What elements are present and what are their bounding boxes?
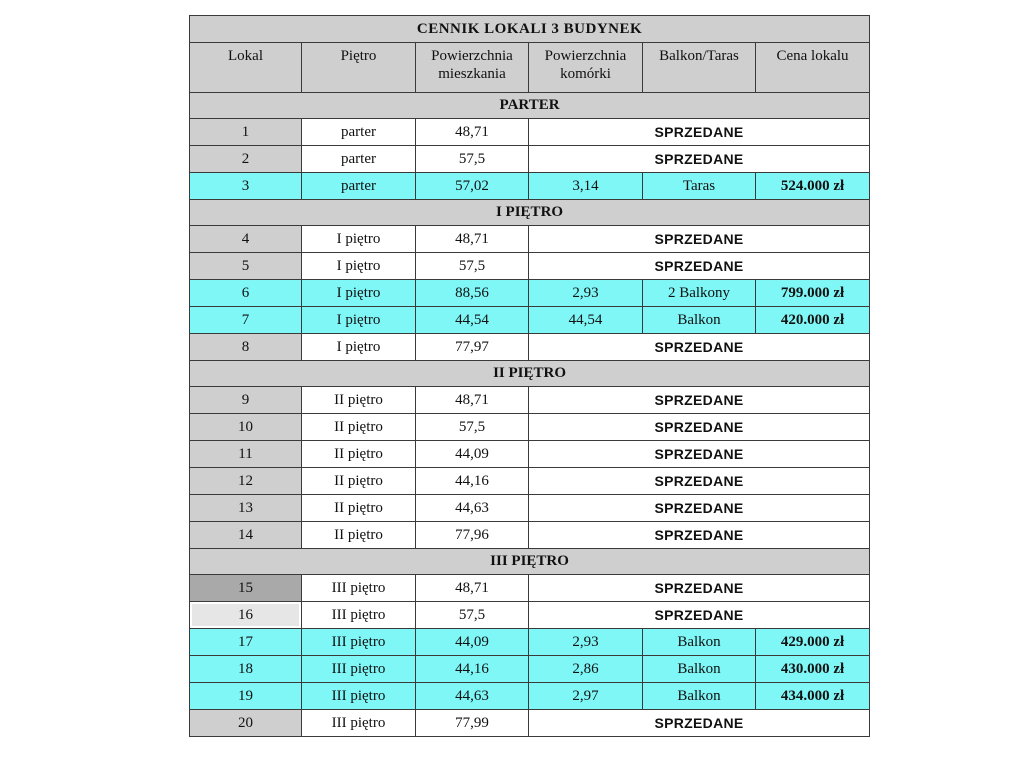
cell-pow-mieszkania[interactable]: 57,5 bbox=[416, 602, 529, 629]
table-row[interactable] bbox=[190, 119, 870, 146]
header-pow-komorki-line1: Powierzchnia bbox=[544, 48, 627, 64]
cell-cena[interactable]: 434.000 zł bbox=[756, 683, 870, 710]
cell-lokal[interactable]: 11 bbox=[190, 441, 302, 468]
cell-pietro[interactable]: III piętro bbox=[302, 683, 416, 710]
table-row[interactable] bbox=[190, 387, 870, 414]
table-row[interactable] bbox=[190, 468, 870, 495]
cell-lokal[interactable]: 16 bbox=[190, 602, 302, 629]
cell-lokal[interactable]: 13 bbox=[190, 495, 302, 522]
cell-lokal[interactable]: 10 bbox=[190, 414, 302, 441]
cell-lokal[interactable]: 14 bbox=[190, 522, 302, 549]
cell-status[interactable]: SPRZEDANE bbox=[529, 146, 870, 173]
cell-pow-mieszkania[interactable]: 57,02 bbox=[416, 173, 529, 200]
cell-pietro[interactable]: parter bbox=[302, 119, 416, 146]
table-row[interactable] bbox=[190, 495, 870, 522]
table-row[interactable] bbox=[190, 656, 870, 683]
cell-pietro[interactable]: III piętro bbox=[302, 656, 416, 683]
section-label: III PIĘTRO bbox=[190, 549, 870, 575]
cell-lokal[interactable]: 6 bbox=[190, 280, 302, 307]
cell-status[interactable]: SPRZEDANE bbox=[529, 602, 870, 629]
cell-status[interactable]: SPRZEDANE bbox=[529, 495, 870, 522]
section-label: I PIĘTRO bbox=[190, 200, 870, 226]
cell-cena[interactable]: 420.000 zł bbox=[756, 307, 870, 334]
cell-pow-mieszkania[interactable]: 44,63 bbox=[416, 495, 529, 522]
header-pow-mieszkania-line2: mieszkania bbox=[438, 66, 506, 82]
table-body bbox=[190, 93, 870, 737]
cell-lokal[interactable]: 20 bbox=[190, 710, 302, 737]
cell-lokal[interactable]: 2 bbox=[190, 146, 302, 173]
cell-status[interactable]: SPRZEDANE bbox=[529, 226, 870, 253]
cell-pietro[interactable]: I piętro bbox=[302, 226, 416, 253]
price-list-table bbox=[189, 15, 870, 737]
section-row bbox=[190, 200, 870, 226]
cell-status[interactable]: SPRZEDANE bbox=[529, 414, 870, 441]
cell-lokal[interactable]: 15 bbox=[190, 575, 302, 602]
table-row[interactable] bbox=[190, 683, 870, 710]
section-row bbox=[190, 93, 870, 119]
cell-pietro[interactable]: II piętro bbox=[302, 495, 416, 522]
cell-pow-mieszkania[interactable]: 57,5 bbox=[416, 414, 529, 441]
table-title: CENNIK LOKALI 3 BUDYNEK bbox=[190, 16, 870, 43]
table-row[interactable] bbox=[190, 414, 870, 441]
header-cena-lokalu: Cena lokalu bbox=[756, 43, 870, 93]
cell-balkon-taras[interactable]: Balkon bbox=[643, 629, 756, 656]
cell-pow-mieszkania[interactable]: 44,54 bbox=[416, 307, 529, 334]
cell-pow-mieszkania[interactable]: 44,09 bbox=[416, 629, 529, 656]
cell-status[interactable]: SPRZEDANE bbox=[529, 575, 870, 602]
cell-balkon-taras[interactable]: Balkon bbox=[643, 656, 756, 683]
cell-pietro[interactable]: I piętro bbox=[302, 334, 416, 361]
section-row bbox=[190, 549, 870, 575]
cell-pow-komorki[interactable]: 2,97 bbox=[529, 683, 643, 710]
cell-status[interactable]: SPRZEDANE bbox=[529, 710, 870, 737]
cell-pietro[interactable]: parter bbox=[302, 173, 416, 200]
cell-pietro[interactable]: III piętro bbox=[302, 629, 416, 656]
cell-balkon-taras[interactable]: Taras bbox=[643, 173, 756, 200]
cell-lokal[interactable]: 9 bbox=[190, 387, 302, 414]
cell-pow-mieszkania[interactable]: 77,96 bbox=[416, 522, 529, 549]
cell-pow-mieszkania[interactable]: 48,71 bbox=[416, 119, 529, 146]
cell-pow-mieszkania[interactable]: 48,71 bbox=[416, 226, 529, 253]
cell-status[interactable]: SPRZEDANE bbox=[529, 119, 870, 146]
header-balkon-taras: Balkon/Taras bbox=[643, 43, 756, 93]
header-pietro: Piętro bbox=[302, 43, 416, 93]
cell-lokal[interactable]: 8 bbox=[190, 334, 302, 361]
cell-pietro[interactable]: III piętro bbox=[302, 710, 416, 737]
cell-lokal[interactable]: 4 bbox=[190, 226, 302, 253]
title-row bbox=[190, 16, 870, 43]
header-pow-mieszkania-line1: Powierzchnia bbox=[431, 48, 513, 64]
cell-pow-komorki[interactable]: 44,54 bbox=[529, 307, 643, 334]
cell-pietro[interactable]: II piętro bbox=[302, 468, 416, 495]
cell-cena[interactable]: 799.000 zł bbox=[756, 280, 870, 307]
table-row[interactable] bbox=[190, 307, 870, 334]
table-row[interactable] bbox=[190, 334, 870, 361]
cell-status[interactable]: SPRZEDANE bbox=[529, 468, 870, 495]
cell-pow-mieszkania[interactable]: 57,5 bbox=[416, 253, 529, 280]
table-row[interactable] bbox=[190, 253, 870, 280]
table-row[interactable] bbox=[190, 629, 870, 656]
cell-lokal[interactable]: 17 bbox=[190, 629, 302, 656]
cell-balkon-taras[interactable]: Balkon bbox=[643, 683, 756, 710]
cell-status[interactable]: SPRZEDANE bbox=[529, 334, 870, 361]
cell-status[interactable]: SPRZEDANE bbox=[529, 253, 870, 280]
cell-lokal[interactable]: 7 bbox=[190, 307, 302, 334]
table-row[interactable] bbox=[190, 441, 870, 468]
cell-pow-mieszkania[interactable]: 77,99 bbox=[416, 710, 529, 737]
cell-pow-mieszkania[interactable]: 48,71 bbox=[416, 387, 529, 414]
cell-pow-komorki[interactable]: 2,93 bbox=[529, 280, 643, 307]
table-row[interactable] bbox=[190, 226, 870, 253]
table-row[interactable] bbox=[190, 575, 870, 602]
cell-status[interactable]: SPRZEDANE bbox=[529, 387, 870, 414]
cell-cena[interactable]: 430.000 zł bbox=[756, 656, 870, 683]
cell-pietro[interactable]: II piętro bbox=[302, 522, 416, 549]
cell-pietro[interactable]: I piętro bbox=[302, 280, 416, 307]
section-label: II PIĘTRO bbox=[190, 361, 870, 387]
cell-pietro[interactable]: III piętro bbox=[302, 602, 416, 629]
cell-status[interactable]: SPRZEDANE bbox=[529, 441, 870, 468]
table-row[interactable] bbox=[190, 710, 870, 737]
cell-pow-mieszkania[interactable]: 77,97 bbox=[416, 334, 529, 361]
cell-lokal[interactable]: 5 bbox=[190, 253, 302, 280]
cell-pow-mieszkania[interactable]: 44,63 bbox=[416, 683, 529, 710]
cell-pietro[interactable]: III piętro bbox=[302, 575, 416, 602]
cell-lokal[interactable]: 18 bbox=[190, 656, 302, 683]
cell-pietro[interactable]: I piętro bbox=[302, 307, 416, 334]
cell-lokal[interactable]: 19 bbox=[190, 683, 302, 710]
cell-pow-mieszkania[interactable]: 88,56 bbox=[416, 280, 529, 307]
table-row[interactable] bbox=[190, 602, 870, 629]
cell-pow-komorki[interactable]: 3,14 bbox=[529, 173, 643, 200]
cell-pow-mieszkania[interactable]: 44,09 bbox=[416, 441, 529, 468]
cell-lokal[interactable]: 1 bbox=[190, 119, 302, 146]
cell-lokal[interactable]: 3 bbox=[190, 173, 302, 200]
header-pow-mieszkania bbox=[416, 43, 529, 93]
cell-pow-mieszkania[interactable]: 44,16 bbox=[416, 468, 529, 495]
cell-pietro[interactable]: II piętro bbox=[302, 387, 416, 414]
cell-pow-komorki[interactable]: 2,93 bbox=[529, 629, 643, 656]
cell-pow-mieszkania[interactable]: 44,16 bbox=[416, 656, 529, 683]
cell-balkon-taras[interactable]: 2 Balkony bbox=[643, 280, 756, 307]
cell-pietro[interactable]: II piętro bbox=[302, 441, 416, 468]
section-label: PARTER bbox=[190, 93, 870, 119]
table-row[interactable] bbox=[190, 173, 870, 200]
cell-pow-mieszkania[interactable]: 48,71 bbox=[416, 575, 529, 602]
cell-lokal[interactable]: 12 bbox=[190, 468, 302, 495]
cell-status[interactable]: SPRZEDANE bbox=[529, 522, 870, 549]
table-row[interactable] bbox=[190, 522, 870, 549]
header-pow-komorki bbox=[529, 43, 643, 93]
cell-pow-mieszkania[interactable]: 57,5 bbox=[416, 146, 529, 173]
cell-pow-komorki[interactable]: 2,86 bbox=[529, 656, 643, 683]
table-row[interactable] bbox=[190, 146, 870, 173]
cell-cena[interactable]: 429.000 zł bbox=[756, 629, 870, 656]
header-pow-komorki-line2: komórki bbox=[560, 66, 611, 82]
column-header-row bbox=[190, 43, 870, 93]
cell-balkon-taras[interactable]: Balkon bbox=[643, 307, 756, 334]
table-row[interactable] bbox=[190, 280, 870, 307]
cell-pietro[interactable]: I piętro bbox=[302, 253, 416, 280]
header-lokal: Lokal bbox=[190, 43, 302, 93]
cell-pietro[interactable]: parter bbox=[302, 146, 416, 173]
cell-pietro[interactable]: II piętro bbox=[302, 414, 416, 441]
cell-cena[interactable]: 524.000 zł bbox=[756, 173, 870, 200]
section-row bbox=[190, 361, 870, 387]
